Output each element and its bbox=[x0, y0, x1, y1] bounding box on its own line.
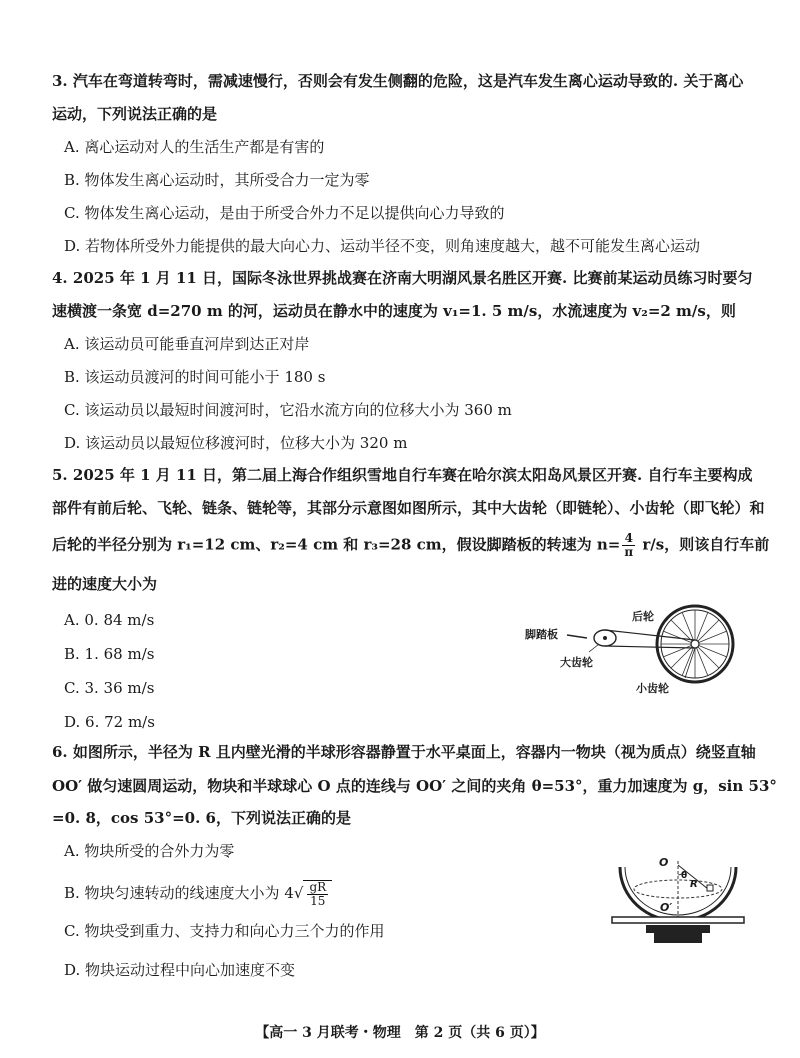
q5-option-d: D. 6. 72 m/s bbox=[64, 713, 155, 731]
q5-stem-line1: 5. 2025 年 1 月 11 日，第二届上海合作组织雪地自行车赛在哈尔滨太阳岛风景区开赛. 自行车主要构成 bbox=[52, 466, 753, 484]
big-gear-axle bbox=[603, 636, 607, 640]
q6-option-b-prefix: B. 物块匀速转动的线速度大小为 4 bbox=[64, 884, 294, 902]
label-theta: θ bbox=[681, 871, 688, 881]
page-footer: 【高一 3 月联考・物理 第 2 页（共 6 页）】 bbox=[255, 1025, 545, 1041]
q4-option-b: B. 该运动员渡河的时间可能小于 180 s bbox=[64, 368, 326, 386]
q3-stem-line1: 3. 汽车在弯道转弯时，需减速慢行，否则会有发生侧翻的危险，这是汽车发生离心运动导致的. 关于离心 bbox=[52, 72, 744, 90]
sqrt-expression bbox=[294, 880, 332, 908]
fraction-numerator: 4 bbox=[622, 532, 635, 546]
q6-stem-line3: =0. 8，cos 53°=0. 6，下列说法正确的是 bbox=[52, 809, 351, 827]
q5-option-a: A. 0. 84 m/s bbox=[64, 611, 155, 629]
radicand-numerator: gR bbox=[309, 880, 327, 894]
big-gear-label: 大齿轮 bbox=[560, 656, 593, 669]
chain-bottom bbox=[605, 646, 695, 648]
rear-wheel-label: 后轮 bbox=[632, 610, 654, 623]
q6-option-c: C. 物块受到重力、支持力和向心力三个力的作用 bbox=[64, 922, 385, 940]
q6-option-d: D. 物块运动过程中向心加速度不变 bbox=[64, 961, 296, 979]
table-base-lower bbox=[654, 933, 702, 943]
q4-stem-line2: 速横渡一条宽 d=270 m 的河，运动员在静水中的速度为 v₁=1. 5 m/s，水流速度为 v₂=2 m/s，则 bbox=[52, 302, 736, 320]
q6-option-a: A. 物块所受的合外力为零 bbox=[64, 842, 235, 860]
q5-stem-line3-a: 后轮的半径分别为 r₁=12 cm、r₂=4 cm 和 r₃=28 cm，假设脚踏板的转速为 n= bbox=[52, 535, 621, 554]
q4-stem-line1: 4. 2025 年 1 月 11 日，国际冬泳世界挑战赛在济南大明湖风景名胜区开赛. 比赛前某运动员练习时要匀 bbox=[52, 269, 753, 287]
label-O: O bbox=[659, 856, 669, 869]
speed-fraction bbox=[622, 532, 635, 559]
table-top bbox=[612, 917, 744, 923]
q5-option-b: B. 1. 68 m/s bbox=[64, 645, 155, 663]
q5-stem-line3 bbox=[52, 532, 769, 559]
radicand-fraction bbox=[307, 881, 328, 908]
q5-stem-line4: 进的速度大小为 bbox=[52, 575, 158, 593]
q5-stem-line3-b: r/s，则该自行车前 bbox=[637, 535, 770, 554]
table-base-upper bbox=[646, 925, 710, 933]
q3-option-b: B. 物体发生离心运动时，其所受合力一定为零 bbox=[64, 171, 370, 189]
q6-stem-line1: 6. 如图所示，半径为 R 且内壁光滑的半球形容器静置于水平桌面上，容器内一物块（视为质点）绕竖直轴 bbox=[52, 743, 756, 761]
q4-option-d: D. 该运动员以最短位移渡河时，位移大小为 320 m bbox=[64, 434, 408, 452]
q3-option-a: A. 离心运动对人的生活生产都是有害的 bbox=[64, 138, 325, 156]
q6-stem-line2: OO′ 做匀速圆周运动，物块和半球球心 O 点的连线与 OO′ 之间的夹角 θ=53°，重力加速度为 g，sin 53° bbox=[52, 777, 777, 795]
q5-stem-line2: 部件有前后轮、飞轮、链条、链轮等，其部分示意图如图所示，其中大齿轮（即链轮）、小齿轮（即飞轮）和 bbox=[52, 499, 765, 517]
small-gear bbox=[691, 640, 699, 648]
q4-option-a: A. 该运动员可能垂直河岸到达正对岸 bbox=[64, 335, 310, 353]
q6-option-b bbox=[64, 880, 332, 908]
radical-sign: √ bbox=[293, 884, 304, 902]
hemisphere-figure bbox=[608, 855, 748, 970]
q4-option-c: C. 该运动员以最短时间渡河时，它沿水流方向的位移大小为 360 m bbox=[64, 401, 512, 419]
label-O-prime: O′ bbox=[660, 901, 673, 914]
small-gear-label: 小齿轮 bbox=[636, 682, 669, 695]
label-R: R bbox=[690, 879, 698, 890]
q3-stem-line2: 运动，下列说法正确的是 bbox=[52, 105, 218, 123]
radicand bbox=[303, 880, 332, 908]
radicand-denominator: 15 bbox=[310, 894, 326, 908]
q5-option-c: C. 3. 36 m/s bbox=[64, 679, 155, 697]
q3-option-c: C. 物体发生离心运动，是由于所受合外力不足以提供向心力导致的 bbox=[64, 204, 505, 222]
big-gear-leader bbox=[589, 644, 599, 652]
q3-option-d: D. 若物体所受外力能提供的最大向心力、运动半径不变，则角速度越大，越不可能发生离心运动 bbox=[64, 237, 701, 255]
fraction-denominator: π bbox=[624, 545, 634, 559]
block bbox=[707, 885, 713, 891]
pedal-label: 脚踏板 bbox=[525, 628, 558, 641]
pedal-crank bbox=[567, 635, 587, 638]
